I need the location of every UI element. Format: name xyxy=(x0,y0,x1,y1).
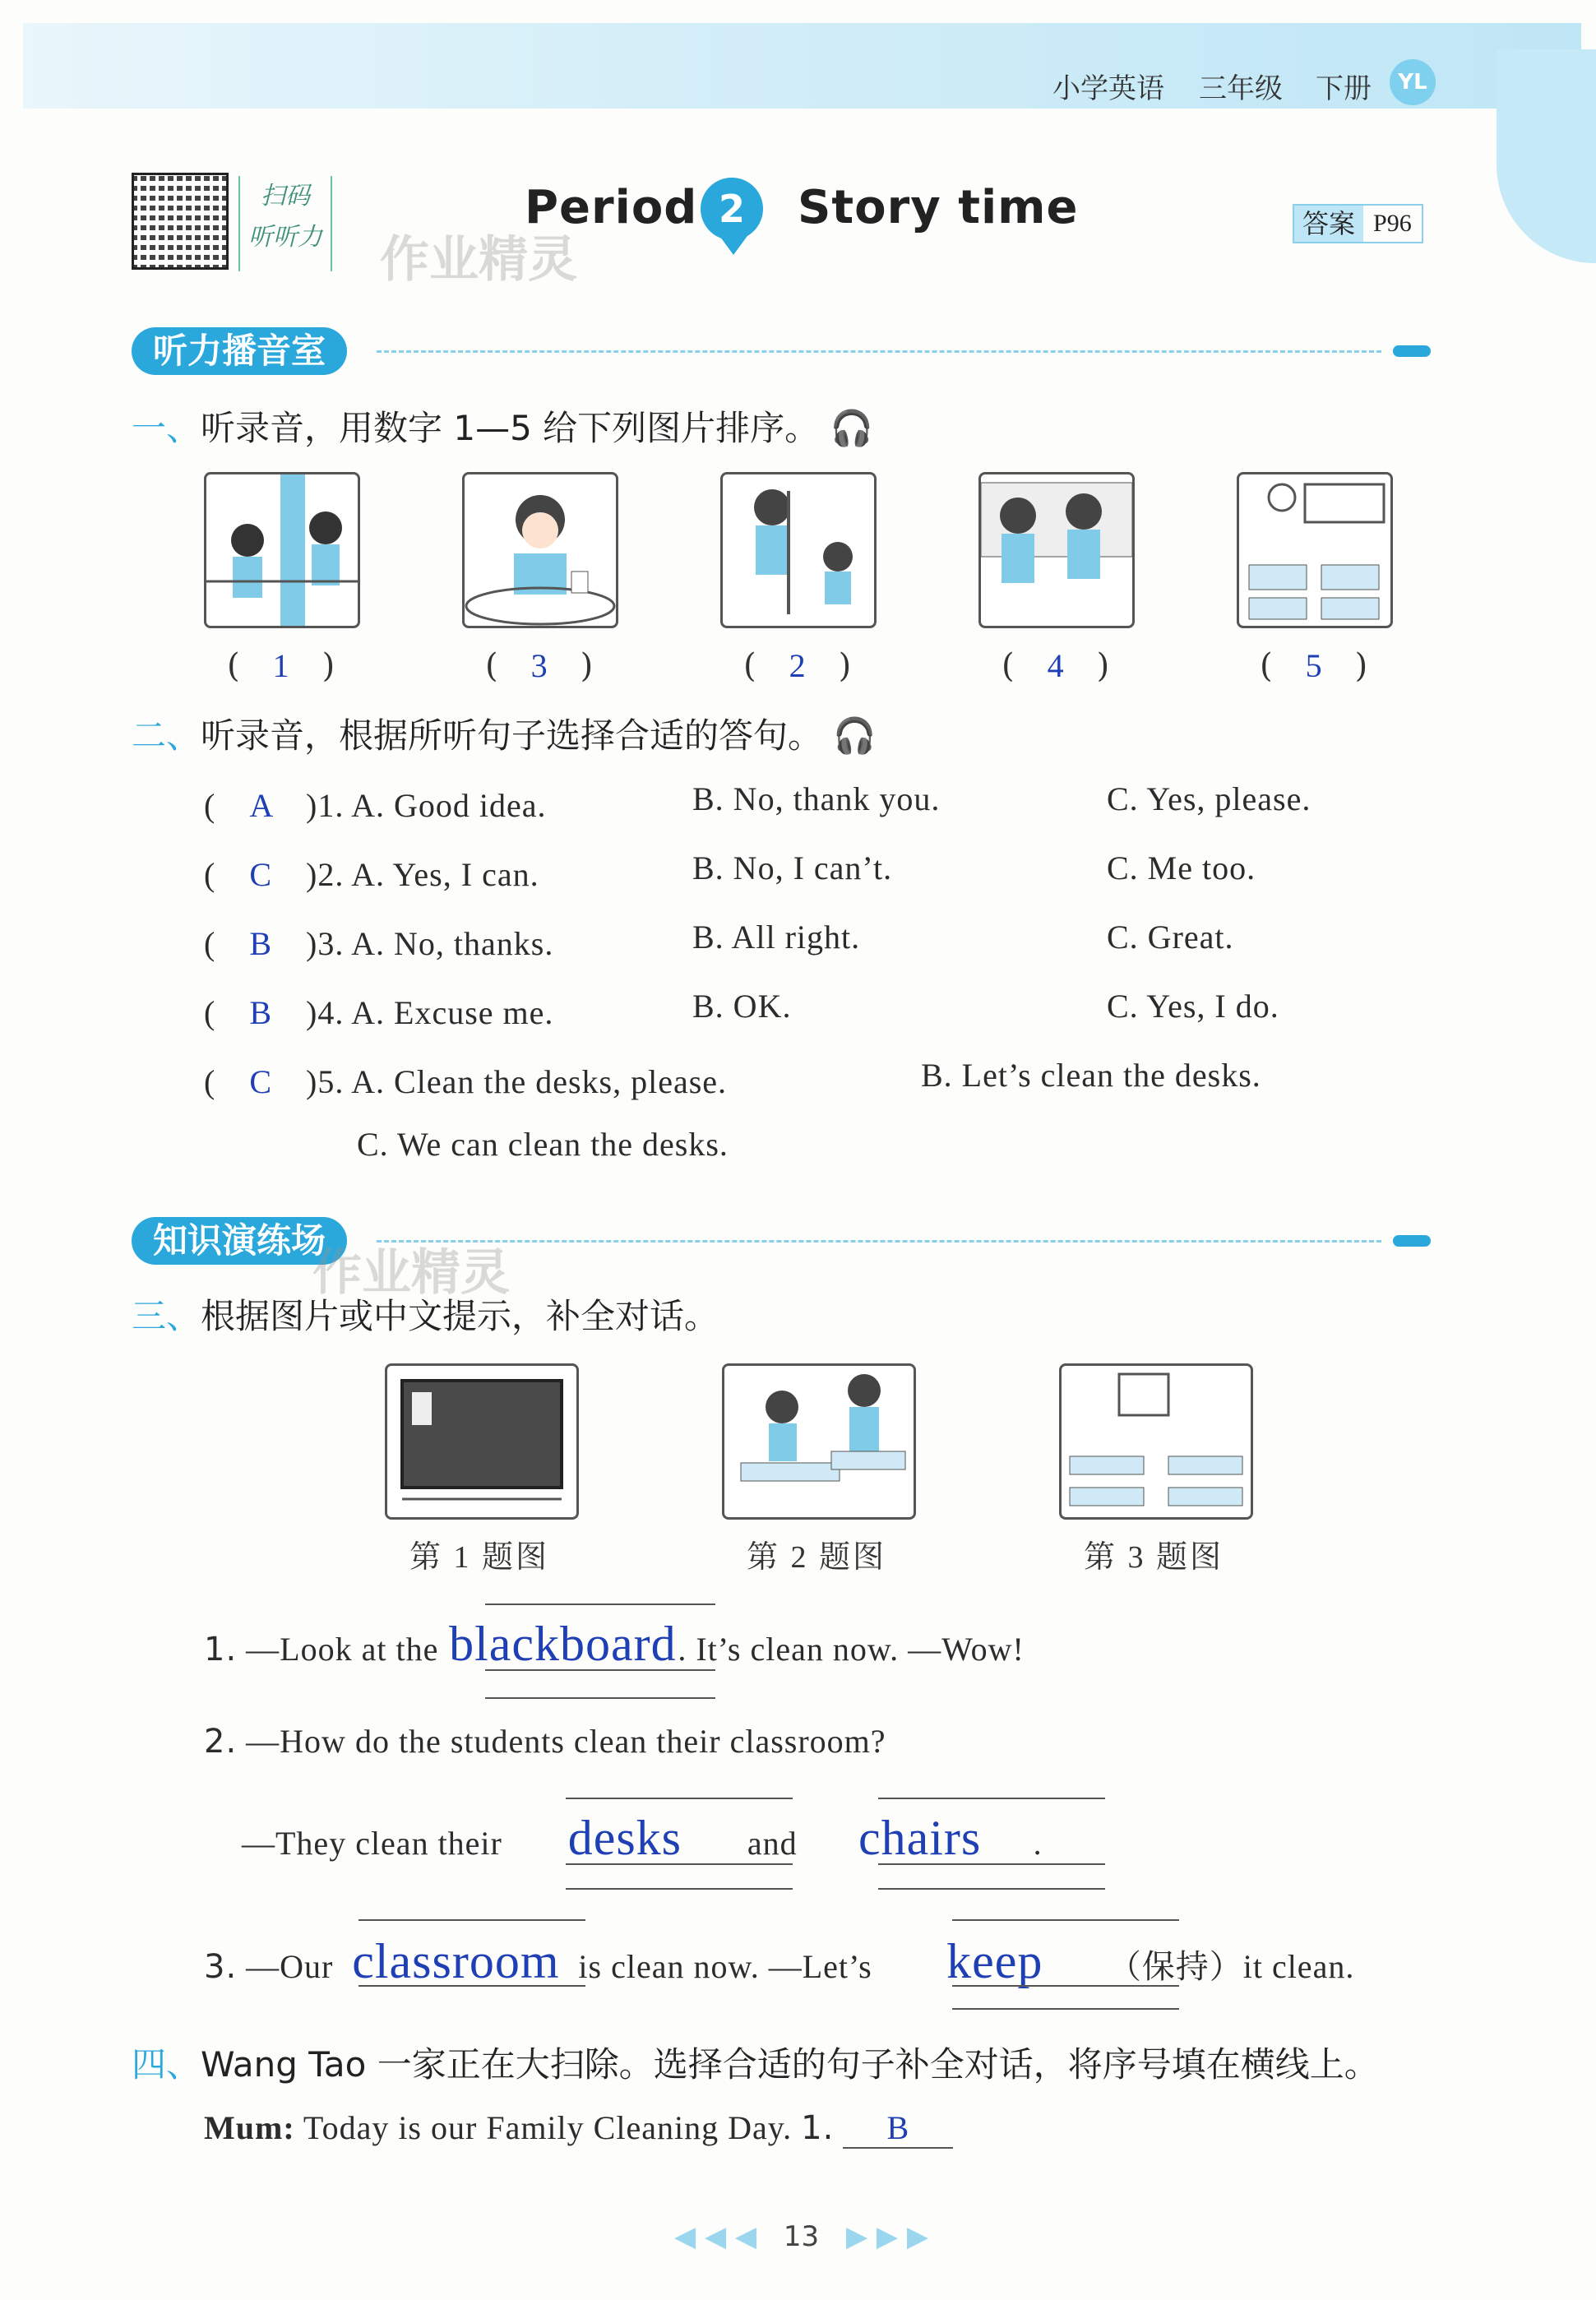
q1-number: 一、 xyxy=(132,408,201,448)
classroom-image xyxy=(1059,1363,1253,1520)
answer-label: 答案 xyxy=(1294,206,1363,242)
q1-blank-4[interactable]: ( 4 ) xyxy=(1002,647,1110,685)
q4-number: 四、 xyxy=(132,2044,201,2085)
girl-and-child-sweeping-image xyxy=(720,472,877,628)
q4-blank-number: 1. xyxy=(801,2109,835,2147)
q2-answer-4[interactable]: B xyxy=(249,994,273,1031)
q2-item-5: ( C )5. A. Clean the desks, please. xyxy=(204,1063,728,1100)
guide-line xyxy=(878,1888,1105,1890)
section-banner-listening: 听力播音室 xyxy=(132,327,347,375)
q4-answer-1[interactable]: B xyxy=(843,2108,953,2149)
clean-classroom-image xyxy=(1237,472,1393,628)
two-girls-cleaning-blackboard-image xyxy=(978,472,1135,628)
pencil-icon xyxy=(1393,345,1431,357)
blackboard-image xyxy=(385,1363,579,1520)
q2-num: )1. xyxy=(306,787,345,824)
q2-instruction: 听录音，根据所听句子选择合适的答句。 xyxy=(201,715,823,756)
q3-heading xyxy=(132,1289,719,1339)
q1-answer-1: 1 xyxy=(272,647,289,684)
subject-label: 小学英语 xyxy=(1052,72,1164,105)
scan-label xyxy=(238,176,332,271)
qr-code-frame xyxy=(132,173,229,270)
pencil-icon xyxy=(1393,1235,1431,1247)
two-girls-cleaning-window-image xyxy=(204,472,360,628)
page-footer xyxy=(674,2220,928,2253)
q2-option-b: B. OK. xyxy=(692,988,792,1025)
scan-label-line-1: 扫码 xyxy=(261,182,310,211)
q2-option-a: A. Excuse me. xyxy=(351,994,554,1031)
q1-answer-5: 5 xyxy=(1305,647,1322,684)
q2-option-a: A. Good idea. xyxy=(351,787,547,824)
left-arrows-icon: ◀ ◀ ◀ xyxy=(674,2220,757,2253)
q2-answer-2[interactable]: C xyxy=(249,856,273,893)
q2-num: )2. xyxy=(306,856,345,893)
q3-s2-end: . xyxy=(1033,1825,1043,1862)
period-number-badge: 2 xyxy=(701,178,763,240)
q3-sentence-3 xyxy=(204,1934,1355,1988)
q1-blank-1[interactable]: ( 1 ) xyxy=(227,647,335,685)
q4-speaker: Mum: xyxy=(204,2109,295,2146)
q2-option-b: B. No, I can’t. xyxy=(692,849,893,886)
q1-answer-4: 4 xyxy=(1047,647,1064,684)
q2-option-c: C. We can clean the desks. xyxy=(357,1126,729,1163)
q3-sentence-2-line-2 xyxy=(242,1811,1043,1865)
q2-option-a: A. No, thanks. xyxy=(351,925,554,962)
boy-cleaning-table-image xyxy=(462,472,618,628)
q2-answer-1[interactable]: A xyxy=(249,787,273,824)
q3-s1-number: 1. xyxy=(204,1631,238,1668)
guide-line xyxy=(566,1888,793,1890)
q2-num: )5. xyxy=(306,1063,345,1100)
q2-answer-3[interactable]: B xyxy=(249,925,273,962)
q2-answer-5[interactable]: C xyxy=(249,1063,273,1100)
q3-s2-before: —They clean their xyxy=(242,1825,502,1862)
headphones-icon[interactable]: 🎧 xyxy=(833,715,877,756)
q3-instruction: 根据图片或中文提示，补全对话。 xyxy=(201,1296,719,1336)
q1-answer-3: 2 xyxy=(789,647,806,684)
answer-reference[interactable] xyxy=(1293,204,1423,243)
answer-page: P96 xyxy=(1373,210,1412,237)
q2-item-1: ( A )1. A. Good idea. xyxy=(204,787,547,824)
q2-item-3: ( B )3. A. No, thanks. xyxy=(204,925,554,962)
q2-option-b: B. All right. xyxy=(692,919,861,956)
watermark: 作业精灵 xyxy=(312,1244,510,1302)
q4-line: Today is our Family Cleaning Day. xyxy=(303,2109,793,2146)
q2-option-c: C. Great. xyxy=(1107,919,1234,956)
volume-label: 下册 xyxy=(1316,72,1372,105)
q2-item-2: ( C )2. A. Yes, I can. xyxy=(204,856,539,893)
header-wave-decoration xyxy=(1497,49,1596,263)
figure-caption-3: 第 3 题图 xyxy=(1084,1540,1224,1575)
q3-s1-after: . It’s clean now. —Wow! xyxy=(678,1631,1025,1668)
q2-num: )4. xyxy=(306,994,345,1031)
headphones-icon[interactable]: 🎧 xyxy=(830,408,873,448)
page-number: 13 xyxy=(783,2220,820,2253)
q2-option-c: C. Yes, I do. xyxy=(1107,988,1279,1025)
q1-blank-5[interactable]: ( 5 ) xyxy=(1260,647,1368,685)
guide-line xyxy=(566,1863,793,1865)
q3-sentence-2-line-1 xyxy=(204,1722,886,1761)
q4-heading xyxy=(132,2038,1379,2087)
q3-answer-desks[interactable]: desks xyxy=(567,1811,682,1865)
q2-option-b: B. No, thank you. xyxy=(692,780,941,817)
q3-s3-number: 3. xyxy=(204,1948,238,1986)
q3-answer-keep[interactable]: keep xyxy=(946,1934,1043,1988)
guide-line xyxy=(878,1863,1105,1865)
q3-sentence-1 xyxy=(204,1617,1025,1671)
q2-num: )3. xyxy=(306,925,345,962)
q3-number: 三、 xyxy=(132,1296,201,1336)
right-arrows-icon: ▶ ▶ ▶ xyxy=(845,2220,929,2253)
figure-caption-1: 第 1 题图 xyxy=(409,1540,550,1575)
guide-line xyxy=(952,2008,1179,2010)
scan-label-line-2: 听听力 xyxy=(248,223,322,252)
figure-caption-2: 第 2 题图 xyxy=(747,1540,887,1575)
title-period: Period xyxy=(525,181,698,234)
q2-item-4: ( B )4. A. Excuse me. xyxy=(204,994,554,1031)
q1-blank-2[interactable]: ( 3 ) xyxy=(485,647,594,685)
q1-answer-2: 3 xyxy=(530,647,548,684)
q1-instruction: 听录音，用数字 1—5 给下列图片排序。 xyxy=(201,408,820,448)
q2-option-c: C. Yes, please. xyxy=(1107,780,1311,817)
q2-heading xyxy=(132,709,877,758)
q3-s2-question: —How do the students clean their classroom? xyxy=(246,1723,886,1760)
grade-label: 三年级 xyxy=(1199,72,1283,105)
q1-heading xyxy=(132,401,873,451)
q3-s3-after: （保持）it clean. xyxy=(1108,1948,1355,1985)
section-divider xyxy=(377,350,1381,353)
q3-s2-and: and xyxy=(747,1825,798,1862)
q3-s3-before: —Our xyxy=(246,1948,334,1985)
q2-option-b: B. Let’s clean the desks. xyxy=(921,1057,1261,1094)
q3-answer-blackboard[interactable]: blackboard xyxy=(449,1617,677,1671)
q3-s1-before: —Look at the xyxy=(246,1631,439,1668)
section-banner-practice: 知识演练场 xyxy=(132,1217,347,1265)
q4-instruction: Wang Tao 一家正在大扫除。选择合适的句子补全对话，将序号填在横线上。 xyxy=(201,2044,1379,2085)
q4-dialogue-line xyxy=(204,2108,953,2149)
section-divider xyxy=(377,1240,1381,1243)
q2-option-c: C. Me too. xyxy=(1107,849,1256,886)
guide-line xyxy=(359,1919,585,1921)
guide-line xyxy=(952,1985,1179,1987)
title-story-time: Story time xyxy=(798,181,1079,234)
q2-option-a: A. Yes, I can. xyxy=(351,856,539,893)
guide-line xyxy=(878,1798,1105,1799)
q3-s3-mid: is clean now. —Let’s xyxy=(578,1948,872,1985)
q2-option-a: A. Clean the desks, please. xyxy=(351,1063,728,1100)
guide-line xyxy=(485,1669,715,1671)
q3-answer-classroom[interactable]: classroom xyxy=(352,1934,560,1988)
q1-blank-3[interactable]: ( 2 ) xyxy=(743,647,852,685)
q3-answer-chairs[interactable]: chairs xyxy=(858,1811,982,1865)
guide-line xyxy=(485,1604,715,1605)
q3-s2-number: 2. xyxy=(204,1723,238,1761)
guide-line xyxy=(485,1697,715,1699)
guide-line xyxy=(566,1798,793,1799)
students-cleaning-desks-image xyxy=(722,1363,916,1520)
guide-line xyxy=(359,1985,585,1987)
series-badge: YL xyxy=(1390,59,1436,105)
guide-line xyxy=(952,1919,1179,1921)
watermark: 作业精灵 xyxy=(380,231,577,289)
q2-number: 二、 xyxy=(132,715,201,756)
